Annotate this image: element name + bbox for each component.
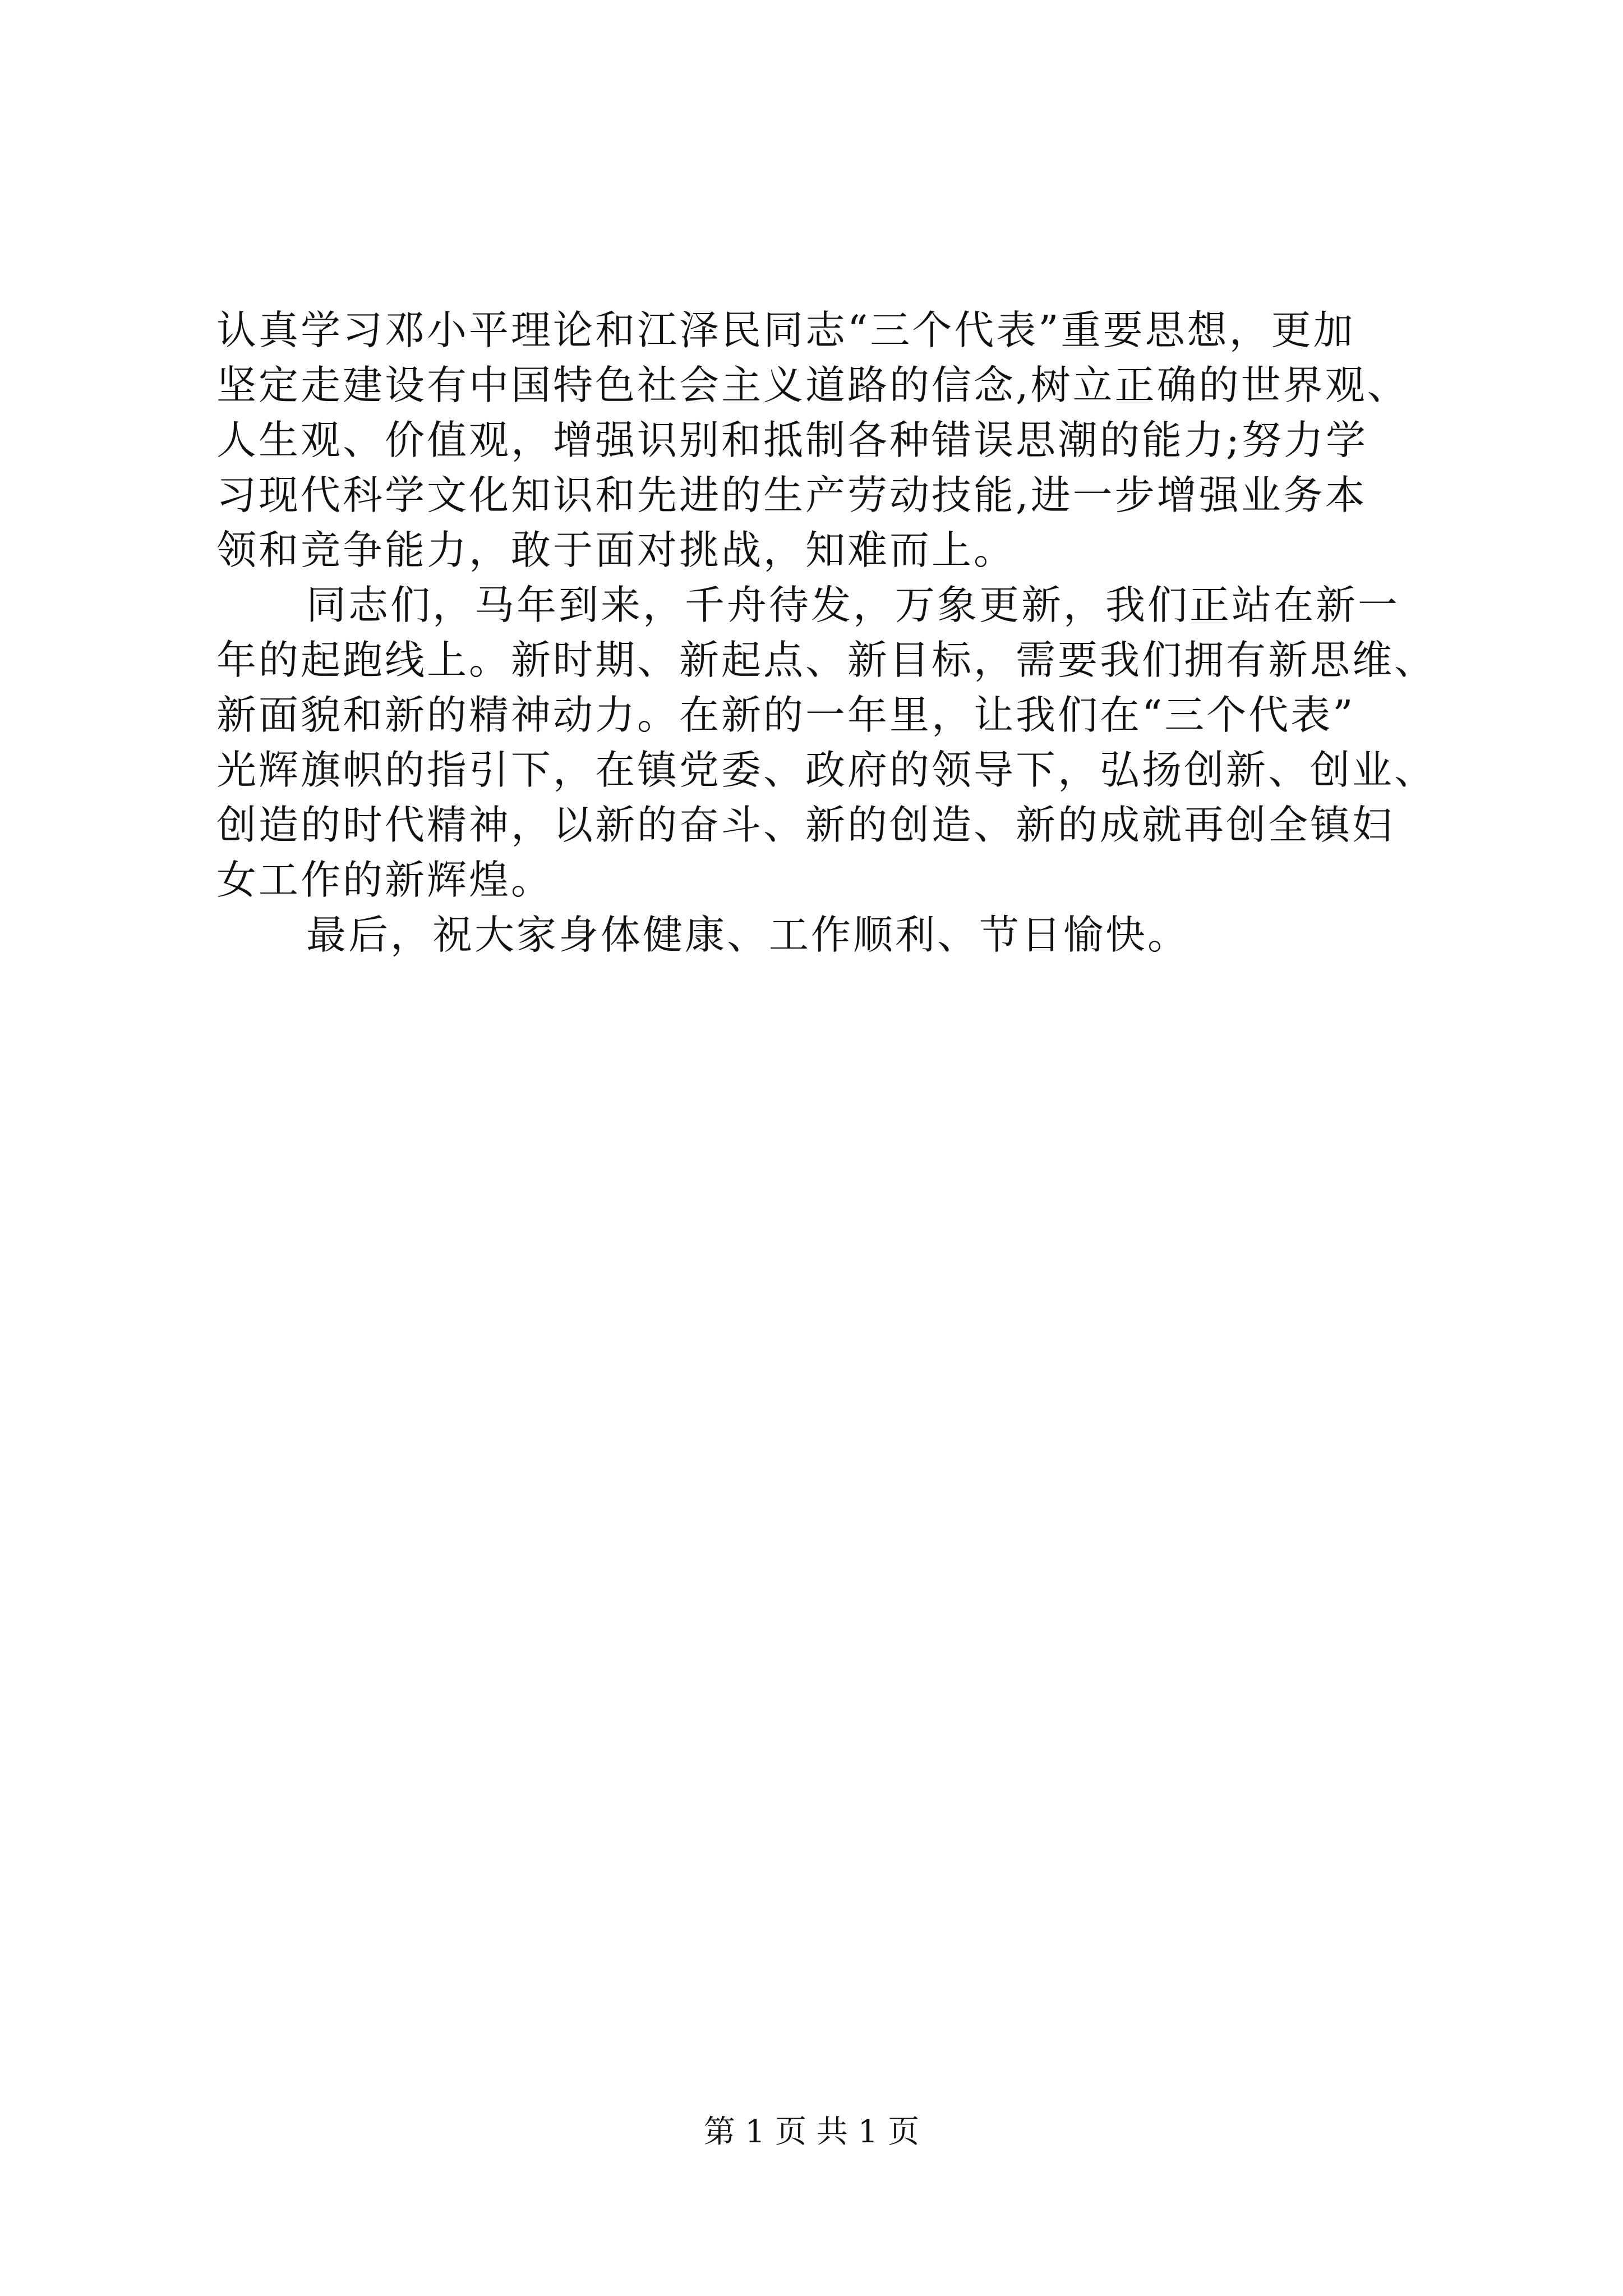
text-line: 最后，祝大家身体健康、工作顺利、节日愉快。 [306, 912, 1190, 958]
text-line: 同志们，马年到来，千舟待发，万象更新，我们正站在新一 [306, 582, 1400, 628]
text-line: 年的起跑线上。新时期、新起点、新目标，需要我们拥有新思维、 [216, 637, 1437, 683]
text-line: 光辉旗帜的指引下，在镇党委、政府的领导下，弘扬创新、创业、 [216, 747, 1437, 793]
document-body [216, 303, 1478, 963]
page-footer: 第 1 页 共 1 页 [703, 2114, 920, 2150]
text-line: 领和竞争能力，敢于面对挑战，知难而上。 [216, 527, 1016, 573]
paragraph-2 [216, 578, 1478, 908]
paragraph-1 [216, 303, 1478, 578]
text-line: 认真学习邓小平理论和江泽民同志“三个代表”重要思想，更加 [216, 307, 1355, 353]
text-line: 人生观、价值观，增强识别和抵制各种错误思潮的能力;努力学 [216, 417, 1368, 463]
paragraph-3 [216, 908, 1478, 963]
text-line: 创造的时代精神，以新的奋斗、新的创造、新的成就再创全镇妇 [216, 802, 1395, 848]
text-line: 女工作的新辉煌。 [216, 857, 554, 903]
text-line: 坚定走建设有中国特色社会主义道路的信念,树立正确的世界观、 [216, 362, 1409, 408]
text-line: 习现代科学文化知识和先进的生产劳动技能,进一步增强业务本 [216, 472, 1367, 518]
text-line: 新面貌和新的精神动力。在新的一年里，让我们在“三个代表” [216, 692, 1355, 738]
